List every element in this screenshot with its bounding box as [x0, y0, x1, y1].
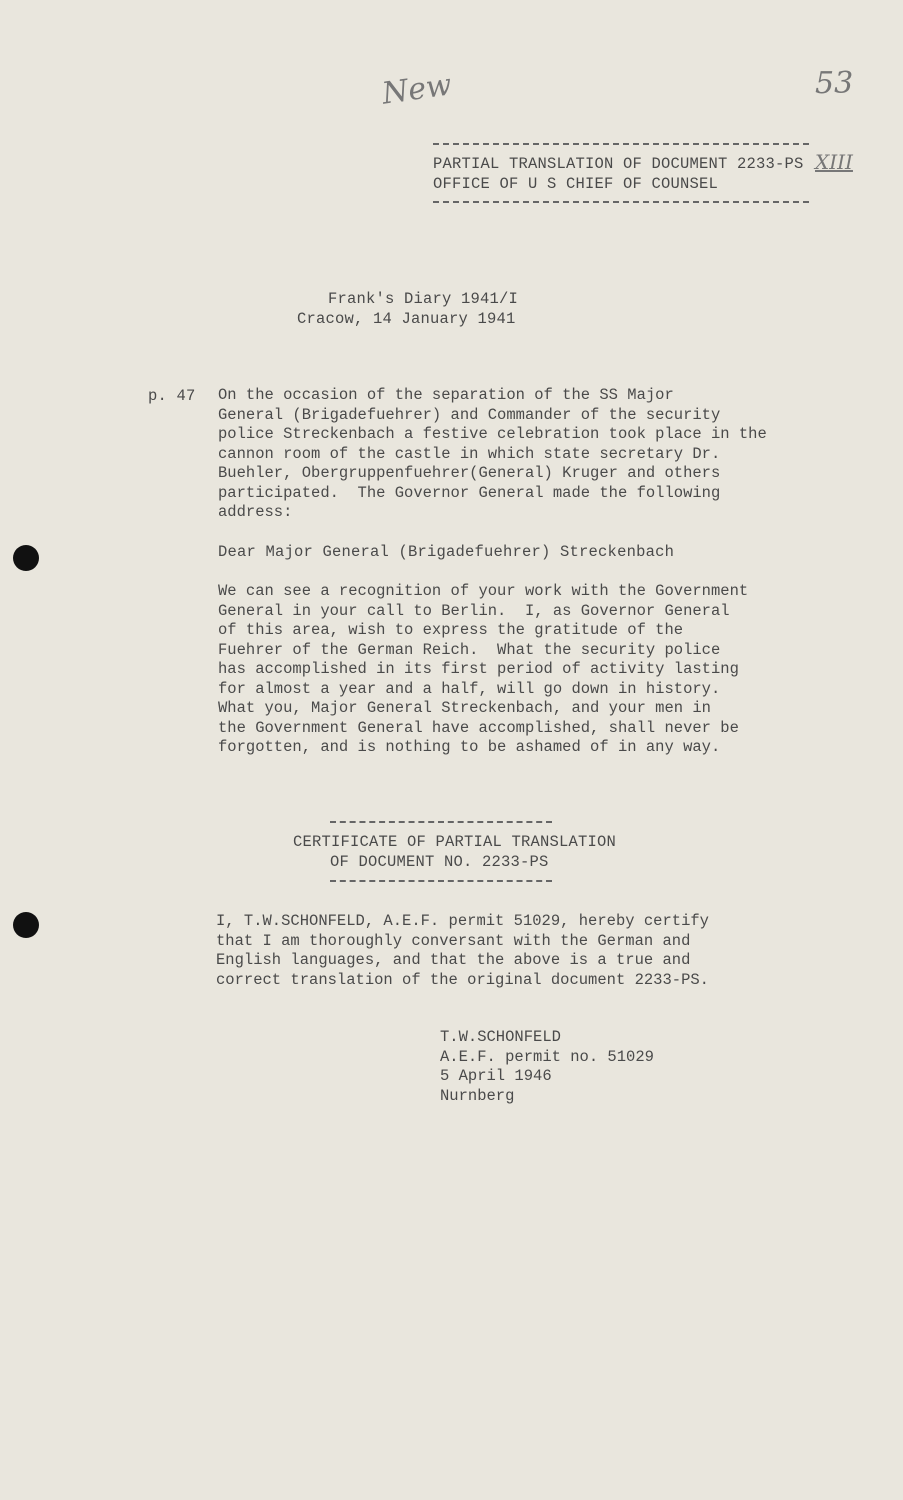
header-line-1: PARTIAL TRANSLATION OF DOCUMENT 2233-PS	[433, 155, 804, 173]
text-line: I, T.W.SCHONFELD, A.E.F. permit 51029, hereby certify	[216, 912, 709, 930]
text-line: police Streckenbach a festive celebration took place in the	[218, 425, 767, 443]
text-line: Buehler, Obergruppenfuehrer(General) Kruger and others	[218, 464, 721, 482]
signature-place: Nurnberg	[440, 1086, 515, 1105]
text-line: cannon room of the castle in which state secretary Dr.	[218, 444, 721, 463]
text-line: participated. The Governor General made the following	[218, 483, 721, 502]
certificate-heading-2: OF DOCUMENT NO. 2233-PS	[330, 853, 549, 871]
binder-hole-bottom	[13, 912, 39, 938]
text-line: has accomplished in its first period of activity lasting	[218, 660, 739, 678]
header-line-2: OFFICE OF U S CHIEF OF COUNSEL	[433, 175, 719, 193]
signature-date: 5 April 1946	[440, 1067, 552, 1085]
text-line: address:	[218, 503, 293, 521]
text-line: correct translation of the original document 2233-PS.	[216, 970, 709, 989]
handwritten-doc-mark: XIII	[815, 150, 853, 174]
salutation: Dear Major General (Brigadefuehrer) Streckenbach	[218, 543, 675, 561]
text-line: English languages, and that the above is a true and	[216, 951, 691, 969]
text-line: that I am thoroughly conversant with the German and	[216, 931, 691, 950]
text-line: for almost a year and a half, will go down in history.	[218, 679, 721, 698]
text-line: What you, Major General Streckenbach, and your men in	[218, 699, 711, 717]
text-line: forgotten, and is nothing to be ashamed of in any way.	[218, 738, 721, 756]
binder-hole-top	[13, 545, 39, 571]
signature-permit: A.E.F. permit no. 51029	[440, 1047, 654, 1066]
text-line: We can see a recognition of your work with the Government	[218, 582, 749, 600]
signature-name: T.W.SCHONFELD	[440, 1028, 561, 1046]
text-line: the Government General have accomplished, shall never be	[218, 718, 739, 737]
text-line: On the occasion of the separation of the SS Major	[218, 386, 674, 404]
handwritten-page-number: 53	[815, 66, 854, 101]
page-reference: p. 47	[148, 387, 196, 405]
certificate-text	[216, 912, 709, 990]
diary-place-date: Cracow, 14 January 1941	[297, 310, 516, 328]
paragraph-occasion	[218, 386, 767, 523]
certificate-heading-1: CERTIFICATE OF PARTIAL TRANSLATION	[293, 833, 617, 851]
diary-title: Frank's Diary 1941/I	[328, 290, 519, 308]
text-line: General (Brigadefuehrer) and Commander of the security	[218, 405, 721, 424]
text-line: of this area, wish to express the gratitude of the	[218, 621, 684, 639]
text-line: General in your call to Berlin. I, as Governor General	[218, 601, 730, 620]
text-line: Fuehrer of the German Reich. What the security police	[218, 640, 721, 659]
certificate-rule-top	[330, 821, 552, 823]
certificate-rule-bottom	[330, 880, 552, 882]
handwritten-note: New	[379, 67, 454, 112]
paragraph-address	[218, 582, 748, 758]
header-rule-bottom	[433, 201, 809, 203]
header-rule-top	[433, 143, 809, 145]
signature-block	[440, 1028, 654, 1106]
